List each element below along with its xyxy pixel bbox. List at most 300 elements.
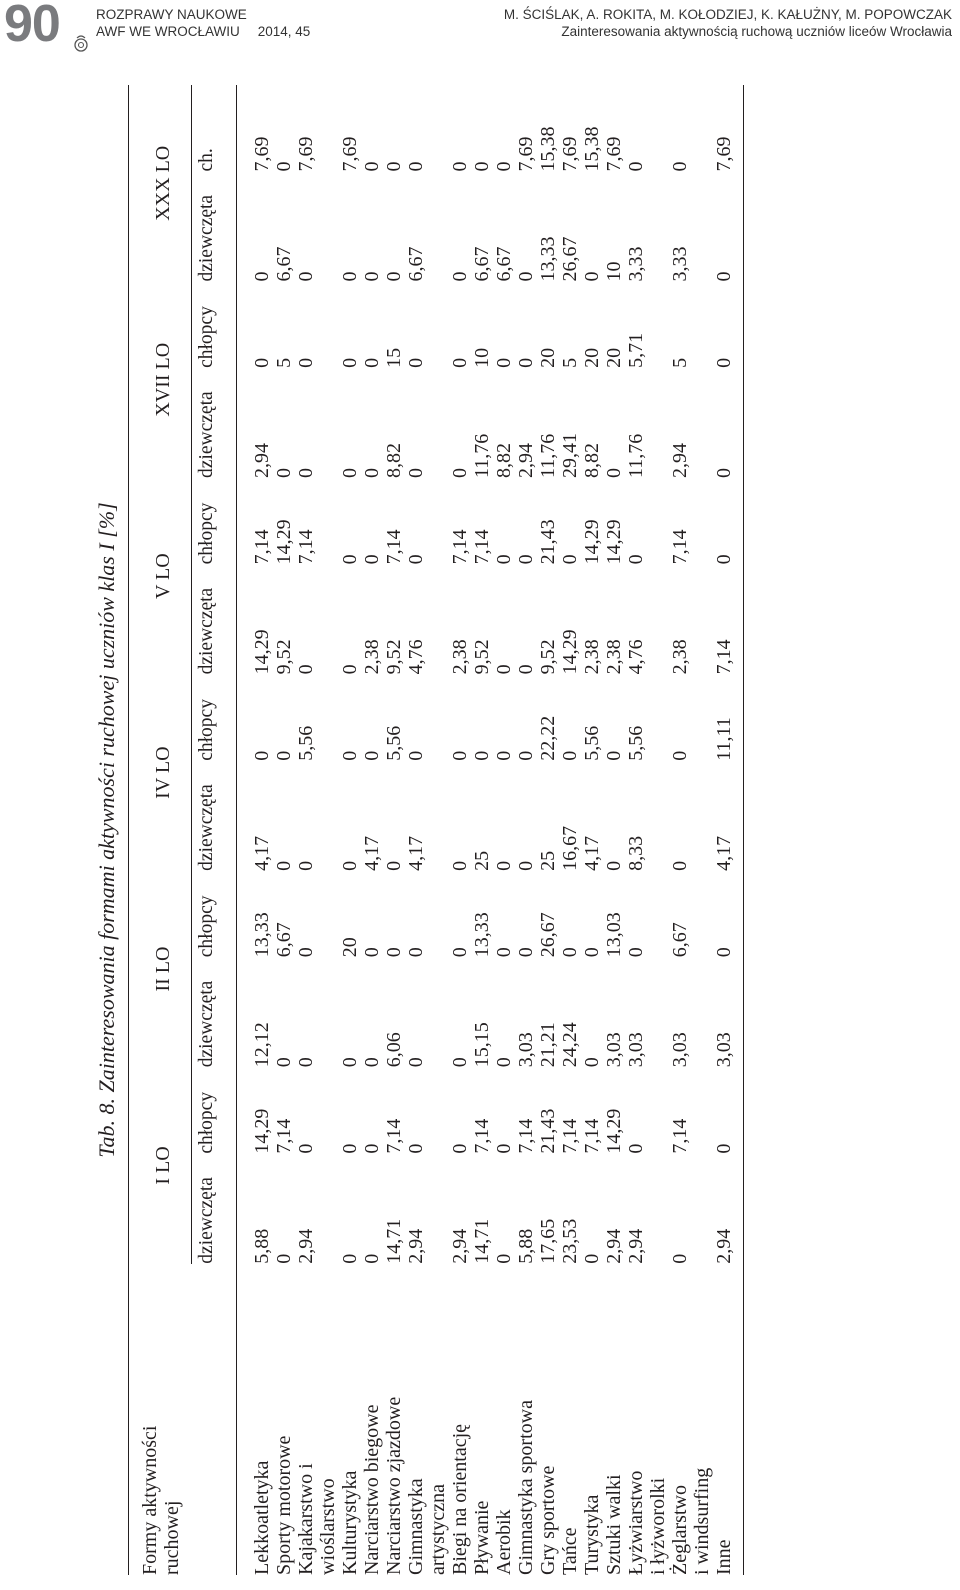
value-cell: 0 <box>361 1253 383 1264</box>
value-cell: 5,71 <box>625 332 647 368</box>
page-number: 90 <box>4 0 60 53</box>
value-cell: 2,94 <box>295 1228 317 1264</box>
value-cell: 0 <box>405 947 427 958</box>
table-row <box>669 85 713 1575</box>
value-cell: 17,65 <box>537 1218 559 1264</box>
table-row <box>295 85 339 1575</box>
value-cell: 0 <box>295 947 317 958</box>
table-row <box>713 85 744 1575</box>
value-cell: 0 <box>493 554 515 565</box>
value-cell: 14,29 <box>603 1108 625 1154</box>
value-cell: 7,69 <box>515 136 537 172</box>
value-cell: 4,17 <box>713 761 744 871</box>
value-cell: 7,14 <box>559 1118 581 1154</box>
value-cell: 5 <box>273 357 295 368</box>
value-cell: 0 <box>251 271 273 282</box>
value-cell: 0 <box>669 750 691 761</box>
value-cell: 0 <box>339 750 361 761</box>
value-cell: 3,03 <box>713 957 744 1067</box>
activity-name: Żeglarstwo <box>669 1485 691 1575</box>
value-cell: 14,29 <box>251 1108 273 1154</box>
value-cell: 0 <box>625 1143 647 1154</box>
article-title: Zainteresowania aktywnością ruchową uczniów liceów Wrocławia <box>561 24 952 39</box>
value-cell: 7,14 <box>449 529 471 565</box>
value-cell: 15,15 <box>471 1022 493 1068</box>
value-cell: 0 <box>383 860 405 871</box>
value-cell: 25 <box>471 850 493 871</box>
value-cell: 21,43 <box>537 1108 559 1154</box>
value-cell: 0 <box>713 1067 744 1153</box>
value-cell: 0 <box>383 271 405 282</box>
activity-name: Gry sportowe <box>537 1465 559 1575</box>
value-cell: 4,17 <box>405 835 427 871</box>
gender-header: chłopcy <box>192 674 237 760</box>
activity-name: Inne <box>713 1539 735 1575</box>
value-cell: 0 <box>361 947 383 958</box>
value-cell: 0 <box>669 1253 691 1264</box>
value-cell: 4,17 <box>361 835 383 871</box>
value-cell: 7,14 <box>383 1118 405 1154</box>
activity-name: Turystyka <box>581 1494 603 1575</box>
activity-name: Tańce <box>559 1527 581 1575</box>
value-cell: 0 <box>295 664 317 675</box>
value-cell: 0 <box>339 467 361 478</box>
value-cell: 5,88 <box>251 1228 273 1264</box>
value-cell: 2,94 <box>603 1228 625 1264</box>
activity-name-continued: artystyczna <box>427 1483 449 1575</box>
value-cell: 0 <box>713 282 744 368</box>
activity-name: Pływanie <box>471 1500 493 1575</box>
value-cell: 14,71 <box>383 1218 405 1264</box>
value-cell: 0 <box>515 860 537 871</box>
value-cell: 8,33 <box>625 835 647 871</box>
value-cell: 9,52 <box>383 639 405 675</box>
value-cell: 26,67 <box>537 912 559 958</box>
form-header-line1: Formy aktywności <box>139 1425 161 1575</box>
journal-name-line2 <box>96 23 310 40</box>
activity-name-cell <box>515 1264 537 1575</box>
value-cell: 2,94 <box>449 1228 471 1264</box>
value-cell: 7,69 <box>603 136 625 172</box>
value-cell: 13,33 <box>251 912 273 958</box>
value-cell: 0 <box>669 860 691 871</box>
value-cell: 6,67 <box>471 246 493 282</box>
value-cell: 0 <box>581 1057 603 1068</box>
value-cell: 25 <box>537 850 559 871</box>
gender-header: chłopcy <box>192 478 237 564</box>
value-cell: 0 <box>449 357 471 368</box>
activity-name-cell <box>603 1264 625 1575</box>
value-cell: 2,94 <box>669 442 691 478</box>
value-cell: 0 <box>295 467 317 478</box>
gender-header: dziewczęta <box>192 761 237 871</box>
value-cell: 0 <box>405 554 427 565</box>
value-cell: 0 <box>603 750 625 761</box>
table-row <box>559 85 581 1575</box>
value-cell: 15,38 <box>581 126 603 172</box>
value-cell: 0 <box>339 271 361 282</box>
table-row <box>471 85 493 1575</box>
activity-name-cell <box>449 1264 471 1575</box>
value-cell: 0 <box>515 271 537 282</box>
value-cell: 0 <box>493 1057 515 1068</box>
data-table <box>128 85 744 1575</box>
activity-name: Narciarstwo zjazdowe <box>383 1396 405 1575</box>
value-cell: 0 <box>339 1143 361 1154</box>
value-cell: 0 <box>273 1057 295 1068</box>
table-row <box>405 85 449 1575</box>
value-cell: 29,41 <box>559 432 581 478</box>
value-cell: 7,69 <box>713 85 744 171</box>
value-cell: 0 <box>361 554 383 565</box>
table-row <box>361 85 383 1575</box>
value-cell: 3,03 <box>669 1032 691 1068</box>
value-cell: 2,94 <box>515 442 537 478</box>
activity-name: Kulturystyka <box>339 1470 361 1575</box>
page-header <box>0 0 960 60</box>
value-cell: 7,14 <box>295 529 317 565</box>
value-cell: 0 <box>383 947 405 958</box>
value-cell: 24,24 <box>559 1022 581 1068</box>
value-cell: 21,21 <box>537 1022 559 1068</box>
value-cell: 14,29 <box>559 629 581 675</box>
value-cell: 7,69 <box>339 136 361 172</box>
school-header: XVII LO <box>129 282 192 478</box>
value-cell: 0 <box>295 1057 317 1068</box>
value-cell: 13,33 <box>471 912 493 958</box>
activity-name: Gimnastyka sportowa <box>515 1400 537 1575</box>
table-caption: Tab. 8. Zainteresowania formami aktywności ruchowej uczniów klas I [%] <box>94 502 119 1158</box>
table-row <box>237 85 274 1575</box>
activity-name-cell <box>339 1264 361 1575</box>
value-cell: 0 <box>625 554 647 565</box>
gender-header: chłopcy <box>192 282 237 368</box>
value-cell: 0 <box>449 1143 471 1154</box>
rotated-content <box>0 70 960 1590</box>
school-header: V LO <box>129 478 192 674</box>
value-cell: 22,22 <box>537 715 559 761</box>
value-cell: 0 <box>295 271 317 282</box>
value-cell: 0 <box>493 860 515 871</box>
table-row <box>603 85 625 1575</box>
gender-header: dziewczęta <box>192 171 237 281</box>
value-cell: 5,56 <box>295 725 317 761</box>
value-cell: 0 <box>713 368 744 478</box>
value-cell: 7,14 <box>471 529 493 565</box>
authors: M. ŚCIŚLAK, A. ROKITA, M. KOŁODZIEJ, K. KAŁUŻNY, M. POPOWCZAK <box>503 7 952 22</box>
value-cell: 0 <box>295 357 317 368</box>
value-cell: 0 <box>603 467 625 478</box>
value-cell: 0 <box>449 860 471 871</box>
value-cell: 0 <box>361 357 383 368</box>
activity-name-cell <box>295 1264 339 1575</box>
value-cell: 10 <box>603 261 625 282</box>
activity-name-cell <box>537 1264 559 1575</box>
table-row <box>515 85 537 1575</box>
value-cell: 11,76 <box>625 433 647 478</box>
value-cell: 0 <box>625 161 647 172</box>
value-cell: 0 <box>273 1253 295 1264</box>
activity-name-cell <box>273 1264 295 1575</box>
journal-year: 2014, 45 <box>257 24 311 39</box>
activity-name-cell <box>713 1264 744 1575</box>
value-cell: 0 <box>361 750 383 761</box>
value-cell: 0 <box>273 161 295 172</box>
gender-header: dziewczęta <box>192 368 237 478</box>
activity-name: Łyżwiarstwo <box>625 1470 647 1575</box>
value-cell: 0 <box>515 357 537 368</box>
value-cell: 5 <box>669 357 691 368</box>
activity-name-cell <box>493 1264 515 1575</box>
value-cell: 9,52 <box>537 639 559 675</box>
value-cell: 5 <box>559 357 581 368</box>
school-header: I LO <box>129 1067 192 1263</box>
value-cell: 0 <box>515 664 537 675</box>
value-cell: 3,33 <box>669 246 691 282</box>
value-cell: 0 <box>405 1143 427 1154</box>
value-cell: 0 <box>449 271 471 282</box>
value-cell: 13,33 <box>537 236 559 282</box>
activity-name-continued: wioślarstwo <box>317 1478 339 1575</box>
value-cell: 7,14 <box>273 1118 295 1154</box>
value-cell: 5,56 <box>581 725 603 761</box>
journal-name: AWF WE WROCŁAWIU <box>96 24 240 39</box>
activity-name-cell <box>669 1264 713 1575</box>
value-cell: 0 <box>559 554 581 565</box>
table-row <box>537 85 559 1575</box>
value-cell: 2,38 <box>581 639 603 675</box>
table-row <box>625 85 669 1575</box>
value-cell: 0 <box>603 860 625 871</box>
value-cell: 0 <box>493 161 515 172</box>
value-cell: 15,38 <box>537 126 559 172</box>
value-cell: 0 <box>493 947 515 958</box>
value-cell: 7,69 <box>295 136 317 172</box>
value-cell: 0 <box>383 161 405 172</box>
value-cell: 13,03 <box>603 912 625 958</box>
value-cell: 14,71 <box>471 1218 493 1264</box>
article-info <box>504 6 952 40</box>
value-cell: 0 <box>339 860 361 871</box>
value-cell: 2,38 <box>603 639 625 675</box>
value-cell: 15 <box>383 347 405 368</box>
activity-name: Gimnastyka <box>405 1478 427 1575</box>
value-cell: 0 <box>581 947 603 958</box>
value-cell: 7,14 <box>669 529 691 565</box>
activity-name-cell <box>471 1264 493 1575</box>
value-cell: 12,12 <box>251 1022 273 1068</box>
table-body <box>237 85 744 1575</box>
activity-name: Sporty motorowe <box>273 1435 295 1575</box>
value-cell: 0 <box>405 1057 427 1068</box>
journal-info <box>96 6 310 40</box>
value-cell: 8,82 <box>383 442 405 478</box>
value-cell: 7,14 <box>581 1118 603 1154</box>
value-cell: 11,76 <box>537 433 559 478</box>
rotated-table-area <box>0 70 960 1590</box>
value-cell: 0 <box>515 947 537 958</box>
value-cell: 0 <box>449 161 471 172</box>
gender-header: dziewczęta <box>192 1154 237 1264</box>
activity-name-cell <box>383 1264 405 1575</box>
activity-name-cell <box>237 1264 274 1575</box>
value-cell: 2,38 <box>361 639 383 675</box>
value-cell: 7,14 <box>471 1118 493 1154</box>
value-cell: 3,03 <box>625 1032 647 1068</box>
value-cell: 9,52 <box>273 639 295 675</box>
value-cell: 10 <box>471 347 493 368</box>
value-cell: 5,88 <box>515 1228 537 1264</box>
value-cell: 6,06 <box>383 1032 405 1068</box>
value-cell: 0 <box>405 750 427 761</box>
value-cell: 2,94 <box>713 1154 744 1264</box>
value-cell: 0 <box>471 161 493 172</box>
value-cell: 20 <box>581 347 603 368</box>
value-cell: 20 <box>537 347 559 368</box>
value-cell: 2,38 <box>669 639 691 675</box>
value-cell: 0 <box>493 1143 515 1154</box>
value-cell: 3,03 <box>515 1032 537 1068</box>
value-cell: 2,94 <box>625 1228 647 1264</box>
value-cell: 0 <box>581 271 603 282</box>
activity-name-cell <box>625 1264 669 1575</box>
value-cell: 2,38 <box>449 639 471 675</box>
value-cell: 0 <box>273 467 295 478</box>
value-cell: 0 <box>449 1057 471 1068</box>
value-cell: 3,33 <box>625 246 647 282</box>
value-cell: 0 <box>625 947 647 958</box>
value-cell: 0 <box>713 171 744 281</box>
activity-name: Sztuki walki <box>603 1474 625 1575</box>
value-cell: 0 <box>339 1057 361 1068</box>
value-cell: 2,94 <box>251 442 273 478</box>
value-cell: 0 <box>713 478 744 564</box>
value-cell: 5,56 <box>383 725 405 761</box>
value-cell: 2,94 <box>405 1228 427 1264</box>
journal-logo-icon <box>72 34 90 52</box>
value-cell: 0 <box>273 860 295 871</box>
school-header: IV LO <box>129 674 192 870</box>
value-cell: 0 <box>295 860 317 871</box>
value-cell: 26,67 <box>559 236 581 282</box>
gender-header: chłopcy <box>192 1067 237 1153</box>
value-cell: 9,52 <box>471 639 493 675</box>
value-cell: 0 <box>361 467 383 478</box>
activity-name-cell <box>361 1264 383 1575</box>
value-cell: 21,43 <box>537 519 559 565</box>
value-cell: 4,76 <box>625 639 647 675</box>
value-cell: 4,17 <box>581 835 603 871</box>
value-cell: 0 <box>515 750 537 761</box>
value-cell: 0 <box>361 1057 383 1068</box>
school-header: XXX LO <box>129 85 192 282</box>
value-cell: 0 <box>493 357 515 368</box>
table-row <box>273 85 295 1575</box>
value-cell: 23,53 <box>559 1218 581 1264</box>
value-cell: 0 <box>273 750 295 761</box>
value-cell: 8,82 <box>581 442 603 478</box>
value-cell: 3,03 <box>603 1032 625 1068</box>
value-cell: 0 <box>493 1253 515 1264</box>
value-cell: 14,29 <box>581 519 603 565</box>
value-cell: 0 <box>669 161 691 172</box>
table-row <box>339 85 361 1575</box>
value-cell: 6,67 <box>273 922 295 958</box>
gender-header: dziewczęta <box>192 564 237 674</box>
table-row <box>449 85 471 1575</box>
activity-name: Kajakarstwo i <box>295 1463 317 1575</box>
value-cell: 20 <box>603 347 625 368</box>
value-cell: 0 <box>559 947 581 958</box>
header-row-schools <box>129 85 192 1575</box>
value-cell: 7,14 <box>713 564 744 674</box>
table-row <box>581 85 603 1575</box>
value-cell: 7,14 <box>383 529 405 565</box>
activity-name: Aerobik <box>493 1509 515 1575</box>
value-cell: 7,69 <box>559 136 581 172</box>
value-cell: 0 <box>339 357 361 368</box>
value-cell: 6,67 <box>273 246 295 282</box>
value-cell: 0 <box>493 750 515 761</box>
value-cell: 14,29 <box>603 519 625 565</box>
value-cell: 0 <box>405 161 427 172</box>
value-cell: 0 <box>471 750 493 761</box>
journal-name-line1: ROZPRAWY NAUKOWE <box>96 7 247 22</box>
activity-name-cell <box>581 1264 603 1575</box>
form-header-line2: ruchowej <box>161 1500 183 1575</box>
value-cell: 0 <box>361 161 383 172</box>
value-cell: 7,69 <box>251 136 273 172</box>
value-cell: 7,14 <box>515 1118 537 1154</box>
value-cell: 0 <box>405 357 427 368</box>
activity-name-cell <box>559 1264 581 1575</box>
activity-name-continued: i windsurfing <box>691 1467 713 1575</box>
gender-header: ch. <box>192 85 237 171</box>
gender-header: chłopcy <box>192 871 237 957</box>
value-cell: 16,67 <box>559 825 581 871</box>
school-header: II LO <box>129 871 192 1067</box>
value-cell: 0 <box>449 947 471 958</box>
value-cell: 6,67 <box>405 246 427 282</box>
activity-name: Biegi na orientację <box>449 1423 471 1575</box>
activity-name-cell <box>405 1264 449 1575</box>
value-cell: 0 <box>559 750 581 761</box>
table-row <box>383 85 405 1575</box>
value-cell: 0 <box>713 871 744 957</box>
value-cell: 5,56 <box>625 725 647 761</box>
value-cell: 7,14 <box>669 1118 691 1154</box>
activity-name-continued: i łyżworolki <box>647 1477 669 1575</box>
value-cell: 4,17 <box>251 835 273 871</box>
value-cell: 0 <box>361 1143 383 1154</box>
table-row <box>493 85 515 1575</box>
value-cell: 0 <box>449 467 471 478</box>
value-cell: 0 <box>449 750 471 761</box>
value-cell: 0 <box>515 554 537 565</box>
value-cell: 20 <box>339 937 361 958</box>
value-cell: 0 <box>339 1253 361 1264</box>
value-cell: 8,82 <box>493 442 515 478</box>
value-cell: 11,11 <box>713 674 744 760</box>
value-cell: 0 <box>251 750 273 761</box>
form-column-header <box>129 1264 237 1575</box>
value-cell: 0 <box>581 1253 603 1264</box>
gender-header: dziewczęta <box>192 957 237 1067</box>
value-cell: 7,14 <box>251 529 273 565</box>
value-cell: 4,76 <box>405 639 427 675</box>
value-cell: 11,76 <box>471 433 493 478</box>
value-cell: 0 <box>339 664 361 675</box>
